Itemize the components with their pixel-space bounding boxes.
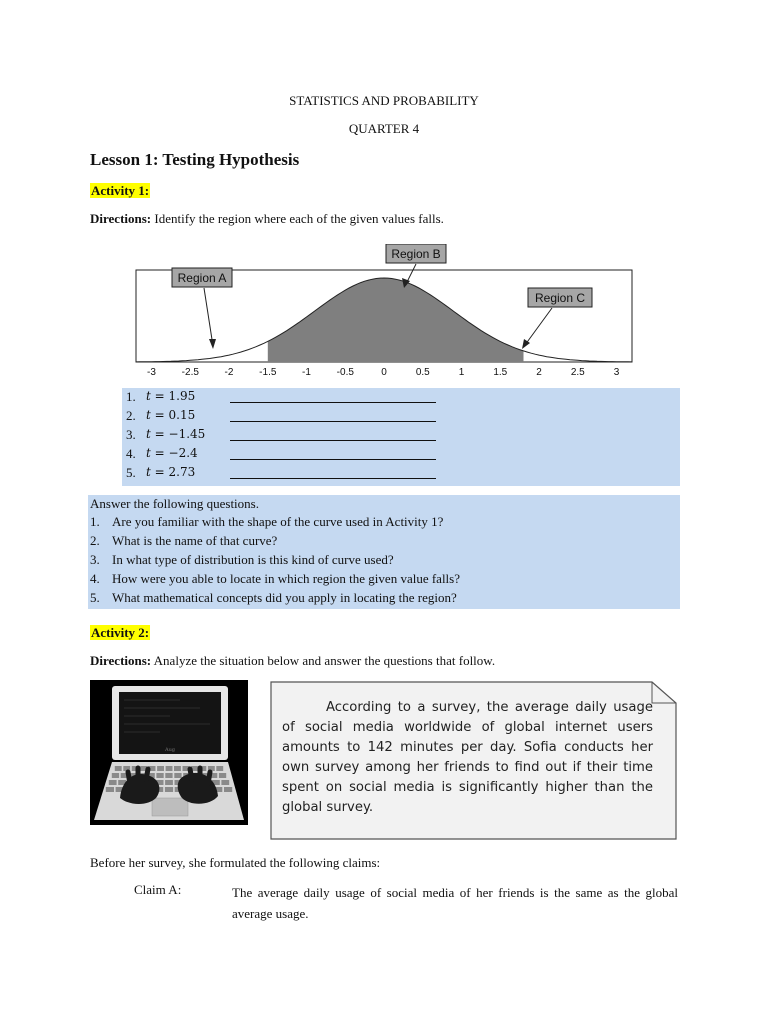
answer-blank[interactable]	[230, 402, 436, 403]
directions-label: Directions:	[90, 653, 152, 668]
x-axis-ticks	[147, 367, 620, 378]
x-tick-label: -2	[224, 367, 234, 378]
t-item-number: 4.	[126, 446, 136, 461]
claim-a-label: Claim A:	[134, 882, 182, 897]
answer-blank[interactable]	[230, 440, 436, 441]
activity2-label: Activity 2:	[91, 625, 150, 640]
claims-intro: Before her survey, she formulated the following claims:	[90, 855, 381, 870]
question-4: 4. How were you able to locate in which region the given value falls?	[90, 571, 460, 586]
x-tick-label: 2	[536, 367, 542, 378]
t-item-equation: t = −1.45	[146, 427, 206, 441]
question-2: 2. What is the name of that curve?	[90, 533, 278, 548]
x-tick-label: -2.5	[181, 367, 199, 378]
x-tick-label: 1.5	[493, 367, 508, 378]
activity1-label: Activity 1:	[91, 183, 150, 198]
normal-curve-figure	[128, 244, 638, 378]
region-a-label: Region A	[177, 271, 227, 285]
question-5: 5. What mathematical concepts did you apply in locating the region?	[90, 590, 457, 605]
x-tick-label: -0.5	[336, 367, 354, 378]
answer-blank[interactable]	[230, 478, 436, 479]
t-item-number: 1.	[126, 389, 136, 404]
t-item-equation: t = 2.73	[146, 465, 196, 479]
region-c-label: Region C	[534, 291, 586, 305]
answer-blank[interactable]	[230, 459, 436, 460]
svg-text:Aug: Aug	[164, 747, 176, 753]
laptop-typing-image	[90, 680, 248, 825]
activity2-directions	[90, 653, 495, 669]
question-3: 3. In what type of distribution is this kind of curve used?	[90, 552, 394, 567]
x-tick-label: -1.5	[259, 367, 277, 378]
questions-box	[88, 495, 680, 609]
x-tick-label: 0	[381, 367, 387, 378]
claim-a-text: The average daily usage of social media of her friends is the same as the global average usage.	[232, 885, 678, 921]
answer-blank[interactable]	[230, 421, 436, 422]
quarter-heading: QUARTER 4	[348, 121, 420, 136]
region-b-label: Region B	[391, 247, 441, 261]
question-1: 1. Are you familiar with the shape of the curve used in Activity 1?	[90, 514, 444, 529]
x-tick-label: -3	[147, 367, 156, 378]
t-item-equation: t = −2.4	[146, 446, 198, 460]
x-tick-label: 2.5	[570, 367, 585, 378]
t-item-number: 2.	[126, 408, 136, 423]
t-item-number: 5.	[126, 465, 136, 480]
x-tick-label: 0.5	[415, 367, 430, 378]
laptop-icon	[90, 680, 248, 825]
x-tick-label: 1	[458, 367, 465, 378]
x-tick-label: -1	[302, 367, 311, 378]
directions-text: Identify the region where each of the given values falls.	[151, 211, 444, 226]
directions-text: Analyze the situation below and answer the questions that follow.	[151, 653, 496, 668]
t-item-equation: t = 0.15	[146, 408, 196, 422]
activity1-directions	[90, 211, 444, 227]
subject-heading: STATISTICS AND PROBABILITY	[289, 93, 479, 108]
situation-text: According to a survey, the average daily usage of social media worldwide of global internet users amounts to 142 minutes per day. Sofia conducts her own survey among her friends to find out if their time spent on social media is significantly higher than the global survey.	[282, 700, 653, 815]
questions-heading: Answer the following questions.	[90, 496, 259, 511]
lesson-title: Lesson 1: Testing Hypothesis	[90, 150, 300, 169]
t-item-equation: t = 1.95	[146, 389, 196, 403]
directions-label: Directions:	[90, 211, 152, 226]
x-tick-label: 3	[613, 367, 620, 378]
t-value-list	[122, 388, 680, 486]
t-item-number: 3.	[126, 427, 136, 442]
